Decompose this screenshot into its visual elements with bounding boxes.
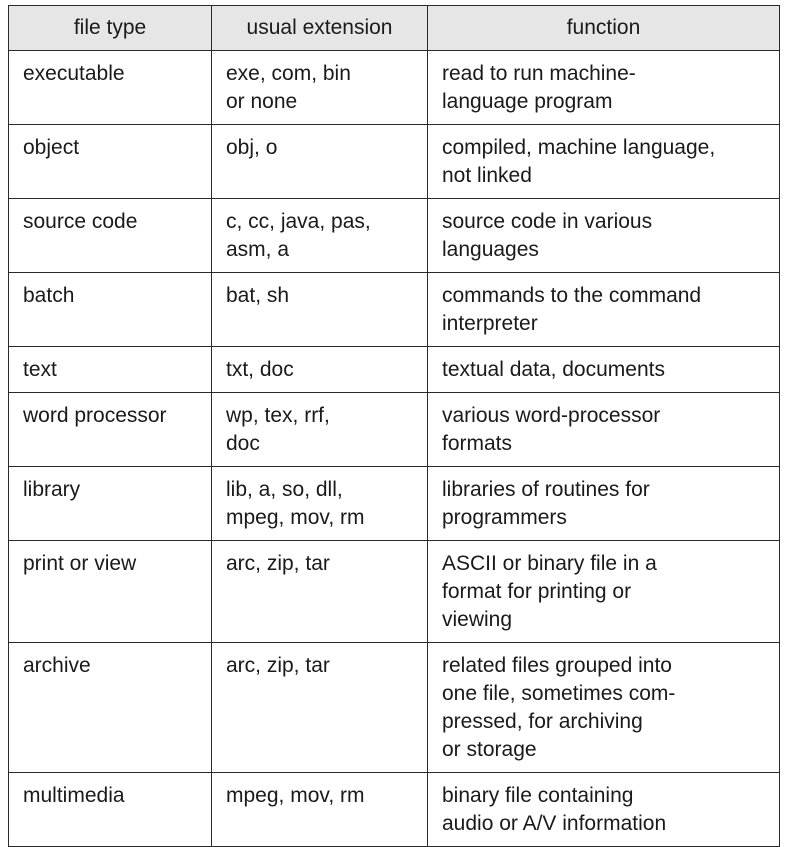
table-row	[9, 347, 780, 393]
cell-function: compiled, machine language, not linked	[428, 125, 780, 199]
cell-file-type: library	[9, 467, 212, 541]
table-row	[9, 199, 780, 273]
cell-function: read to run machine- language program	[428, 51, 780, 125]
cell-file-type: word processor	[9, 393, 212, 467]
table-row	[9, 541, 780, 643]
cell-usual-extension: txt, doc	[212, 347, 428, 393]
cell-function: commands to the command interpreter	[428, 273, 780, 347]
cell-function: textual data, documents	[428, 347, 780, 393]
cell-usual-extension: arc, zip, tar	[212, 643, 428, 773]
header-row	[9, 6, 780, 51]
cell-function: various word-processor formats	[428, 393, 780, 467]
cell-file-type: executable	[9, 51, 212, 125]
cell-file-type: multimedia	[9, 773, 212, 847]
header-function: function	[428, 6, 780, 51]
table-header	[9, 6, 780, 51]
table-row	[9, 467, 780, 541]
table-body	[9, 51, 780, 847]
cell-file-type: archive	[9, 643, 212, 773]
cell-function: ASCII or binary file in a format for printing or viewing	[428, 541, 780, 643]
header-usual-extension: usual extension	[212, 6, 428, 51]
cell-usual-extension: obj, o	[212, 125, 428, 199]
cell-usual-extension: mpeg, mov, rm	[212, 773, 428, 847]
file-types-table	[8, 5, 780, 847]
table-row	[9, 773, 780, 847]
cell-file-type: batch	[9, 273, 212, 347]
cell-function: libraries of routines for programmers	[428, 467, 780, 541]
cell-function: source code in various languages	[428, 199, 780, 273]
cell-usual-extension: bat, sh	[212, 273, 428, 347]
cell-usual-extension: c, cc, java, pas, asm, a	[212, 199, 428, 273]
cell-function: binary file containing audio or A/V information	[428, 773, 780, 847]
cell-usual-extension: exe, com, bin or none	[212, 51, 428, 125]
cell-file-type: source code	[9, 199, 212, 273]
cell-file-type: text	[9, 347, 212, 393]
cell-file-type: print or view	[9, 541, 212, 643]
table-row	[9, 51, 780, 125]
cell-usual-extension: wp, tex, rrf, doc	[212, 393, 428, 467]
table-row	[9, 643, 780, 773]
table-row	[9, 273, 780, 347]
cell-usual-extension: arc, zip, tar	[212, 541, 428, 643]
cell-function: related files grouped into one file, sometimes com- pressed, for archiving or storage	[428, 643, 780, 773]
cell-file-type: object	[9, 125, 212, 199]
header-file-type: file type	[9, 6, 212, 51]
cell-usual-extension: lib, a, so, dll, mpeg, mov, rm	[212, 467, 428, 541]
table-row	[9, 125, 780, 199]
table-row	[9, 393, 780, 467]
